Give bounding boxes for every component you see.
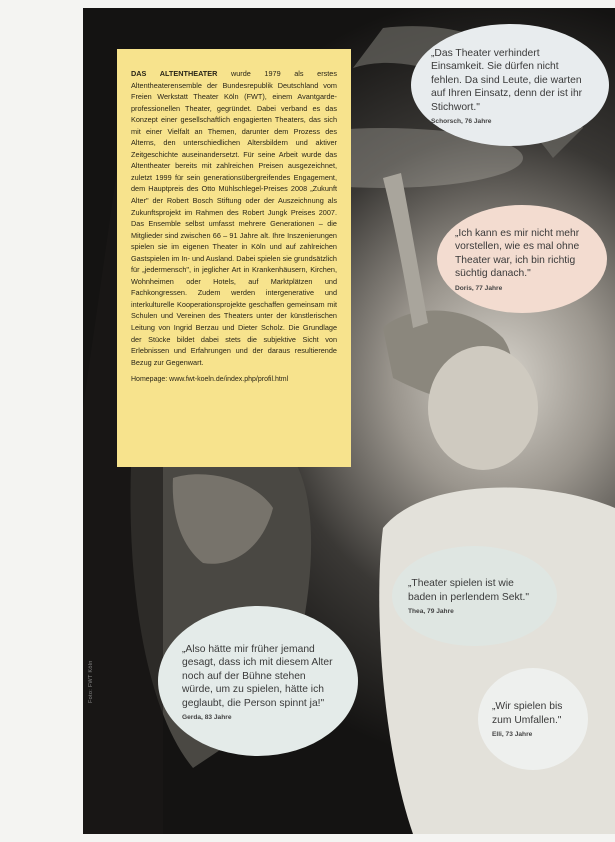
photo-credit: Foto: FWT Köln xyxy=(88,660,94,703)
quote-text: „Also hätte mir früher jemand gesagt, dass ich mit diesem Alter noch auf der Bühne stehen würde, um zu spielen, hätte ich geglaubt, die Person spinnt ja!" xyxy=(182,643,333,709)
quote-text: „Ich kann es mir nicht mehr vorstellen, wie es mal ohne Theater war, ich bin richtig süchtig danach." xyxy=(455,227,580,279)
quote-author: Gerda, 83 Jahre xyxy=(182,714,232,722)
quote-text: „Theater spielen ist wie baden in perlendem Sekt." xyxy=(408,578,530,603)
quote-text: „Wir spielen bis zum Umfallen." xyxy=(492,701,563,726)
homepage-line: Homepage: www.fwt-koeln.de/index.php/profil.html xyxy=(131,376,289,384)
quote-bubble-gerda xyxy=(158,606,358,756)
quote-author: Doris, 77 Jahre xyxy=(455,284,503,292)
quote-author: Elli, 73 Jahre xyxy=(492,731,533,738)
quote-bubble-doris xyxy=(437,205,607,313)
quote-author: Thea, 79 Jahre xyxy=(408,608,454,615)
info-box xyxy=(117,49,351,467)
quote-bubble-elli xyxy=(478,668,588,770)
quote-bubble-schorsch xyxy=(411,24,609,146)
quote-text: „Das Theater verhindert Einsamkeit. Sie dürfen nicht fehlen. Da sind Leute, die warten auf Ihren Einsatz, denn der ist ihr Stichwort." xyxy=(431,47,583,113)
quote-bubble-thea xyxy=(392,546,557,646)
info-body: wurde 1979 als erstes Altentheaterensemble der Bundesrepublik Deutschland vom Freien Werkstatt Theater Köln (FWT), einem Avantgarde-professionellen Theater, gegründet. Dabei verband es das Konzept einer gesellschaftlich engagierten Theaters, das sich mit einer Vielfalt an Themen, darunter dem Prozess des Alterns, den unterschiedlichen Altersbildern und aktiver Zeitgeschichte auseinandersetzt. Für seine Arbeit wurde das Altentheater bereits mit zahlreichen Preisen ausgezeichnet, zuletzt 1999 für sein generationsübergreifendes Engagement, dem Hauptpreis des Otto Mühlschlegel-Preises 2008 „Zukunft Alter" der Robert Bosch Stiftung oder der Auszeichnung als Zukunftsprojekt im Rahmen des Robert Jungk Preises 2007. Das Ensemble selbst umfasst mehrere Generationen – die Mitglieder sind zwischen 66 – 91 Jahre alt. Ihre Inszenierungen spielen sie im eigenen Theater in Köln und auf zahlreichen Gastspielen im In- und Ausland. Dabei spielen sie grundsätzlich für „jedermensch", in jeglicher Art in Krankenhäusern, Kirchen, Wohnheimen oder Hotels, auf Marktplätzen und Fachkongressen. Zudem werden intergenerative und interkulturelle Kooperationsprojekte geschaffen gemeinsam mit Schulen und Vereinen des Theaters unter der künstlerischen Leitung von Ingrid Berzau und Dieter Scholz. Die Grundlage der Stücke bildet dabei stets die subjektive Sicht von Erlebnissen und Erfahrungen und der daraus resultierende Bezug zur Gegenwart. xyxy=(131,69,338,367)
info-text xyxy=(131,68,337,368)
quote-author: Schorsch, 76 Jahre xyxy=(431,118,492,126)
info-lead: DAS ALTENTHEATER xyxy=(131,69,218,78)
